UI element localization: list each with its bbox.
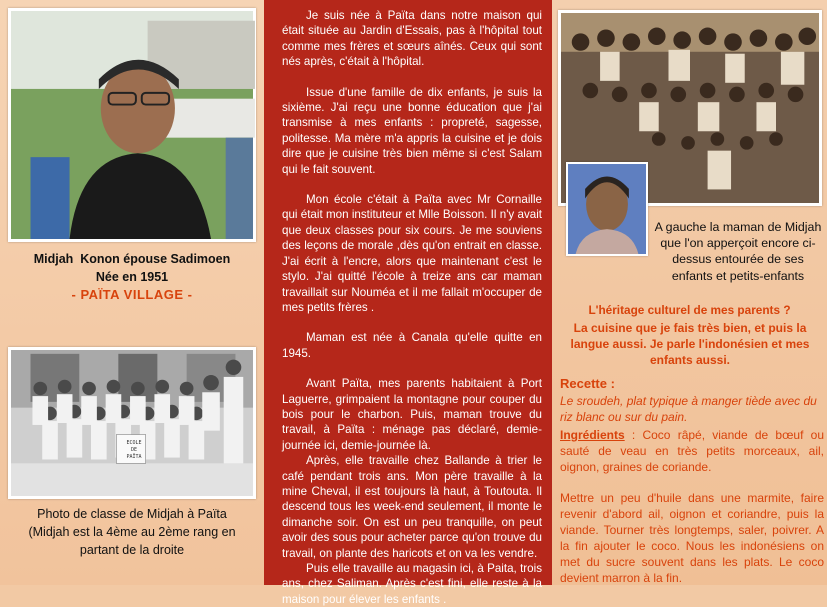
ingredients-text: : Coco râpé, viande de bœuf ou sauté de veau en très petits morceaux, ail, oignon, graines de coriande. bbox=[560, 428, 824, 474]
portrait-caption-name: Midjah Konon épouse Sadimoen bbox=[33, 252, 231, 266]
heritage-question: L'héritage culturel de mes parents ? bbox=[588, 303, 791, 317]
ingredients-label: Ingrédients bbox=[560, 428, 625, 442]
heritage-answer: La cuisine que je fais très bien, et puis la langue aussi. Je parle l'indonésien et mes enfants aussi. bbox=[570, 321, 810, 367]
middle-column bbox=[264, 0, 552, 606]
story-paragraph-text: Puis elle travaille au magasin ici, à Paita, trois ans, chez Saliman. Après c'est fini, elle reste à la maison pour élever les enfants . bbox=[282, 562, 542, 606]
story-paragraph bbox=[282, 453, 542, 561]
class-caption-line2: (Midjah est la 4ème au 2ème rang en bbox=[28, 525, 236, 539]
story-paragraph bbox=[282, 376, 542, 453]
recipe-method: Mettre un peu d'huile dans une marmite, faire revenir d'abord ail, oignon et coriandre, puis la viande. Tourner très longtemps, saler, poivrer. A la fin ajouter le coco. Nous les indonésiens on met du sucre souvent dans les plats. Le coco devient marron à la fin. bbox=[560, 491, 824, 585]
portrait-caption-birth: Née en 1951 bbox=[95, 270, 169, 284]
story-paragraph bbox=[282, 330, 542, 361]
portrait-caption-village: - PAÏTA VILLAGE - bbox=[71, 287, 193, 302]
class-caption-line3: partant de la droite bbox=[79, 543, 185, 557]
class-photo bbox=[8, 347, 256, 499]
portrait-photo bbox=[8, 8, 256, 242]
story-paragraph-text: Je suis née à Païta dans notre maison qui était située au Jardin d'Essais, pas à l'hôpital tout comme mes frères et sœurs aînés. Ceux qui sont nés après, c'était à l'hôpital. bbox=[282, 9, 542, 69]
recipe-description: Le sroudeh, plat typique à manger tiède avec du riz blanc ou sur du pain. bbox=[560, 394, 817, 424]
class-caption-line1: Photo de classe de Midjah à Païta bbox=[37, 507, 227, 521]
story-paragraph-text: Issue d'une famille de dix enfants, je suis la sixième. J'ai reçu une bonne éducation que j'ai transmise à mes enfants : propreté, sagesse, politesse. Ma mère m'a appris la cuisine et je dois dire que je cuisine très bien même si c'est Salam qui le fait souvent. bbox=[282, 85, 542, 176]
story-paragraph bbox=[282, 8, 542, 70]
school-sign: ECOLE DE PAÏTA bbox=[126, 440, 142, 460]
left-column bbox=[0, 0, 264, 585]
story-paragraph-text: Maman est née à Canala qu'elle quitte en 1945. bbox=[282, 331, 542, 360]
right-column bbox=[552, 0, 827, 585]
story-paragraph-text: Après, elle travaille chez Ballande à trier le café pendant trois ans. Mon père travaille à la mine Cheval, il est toujours là haut, à Toutouta. Il descend tous les week-end seulement, il monte le dimanche soir. On est un peu tranquille, on peut avoir des sous pour acheter parce qu'on trouve du travail, on plante des haricots et on va les vendre. bbox=[282, 454, 542, 560]
ingredients-block bbox=[560, 427, 824, 475]
class-caption bbox=[6, 505, 258, 559]
mother-photo bbox=[566, 162, 648, 256]
portrait-caption bbox=[0, 250, 264, 304]
story-paragraph bbox=[282, 561, 542, 607]
story-paragraph bbox=[282, 192, 542, 315]
recipe-label: Recette : bbox=[560, 376, 615, 391]
story-paragraph-text: Avant Païta, mes parents habitaient à Port Laguerre, grimpaient la montagne pour couper du bois pour le charbon. Puis, maman trouve du travail, à Païta : ménage pas déclaré, demie-journée ici, demie-journée là. bbox=[282, 377, 542, 452]
family-caption: A gauche la maman de Midjah que l'on apperçoit encore ci-dessus entourée de ses enfants et petits-enfants bbox=[654, 220, 822, 283]
story-paragraph bbox=[282, 85, 542, 177]
story-paragraph-text: Mon école c'était à Païta avec Mr Cornaille qui était mon instituteur et Mlle Boisson. Il n'y avait que deux classes pour six cours. Je me souviens des leçons de morale ,dès qu'on entrait en classe. J'ai écrit à l'encre, alors que maintenant c'est le stylo. J'ai quitté l'école à treize ans car maman travaillait sur Nouméa et il me fallait m'occuper de mes petits frères . bbox=[282, 193, 542, 314]
